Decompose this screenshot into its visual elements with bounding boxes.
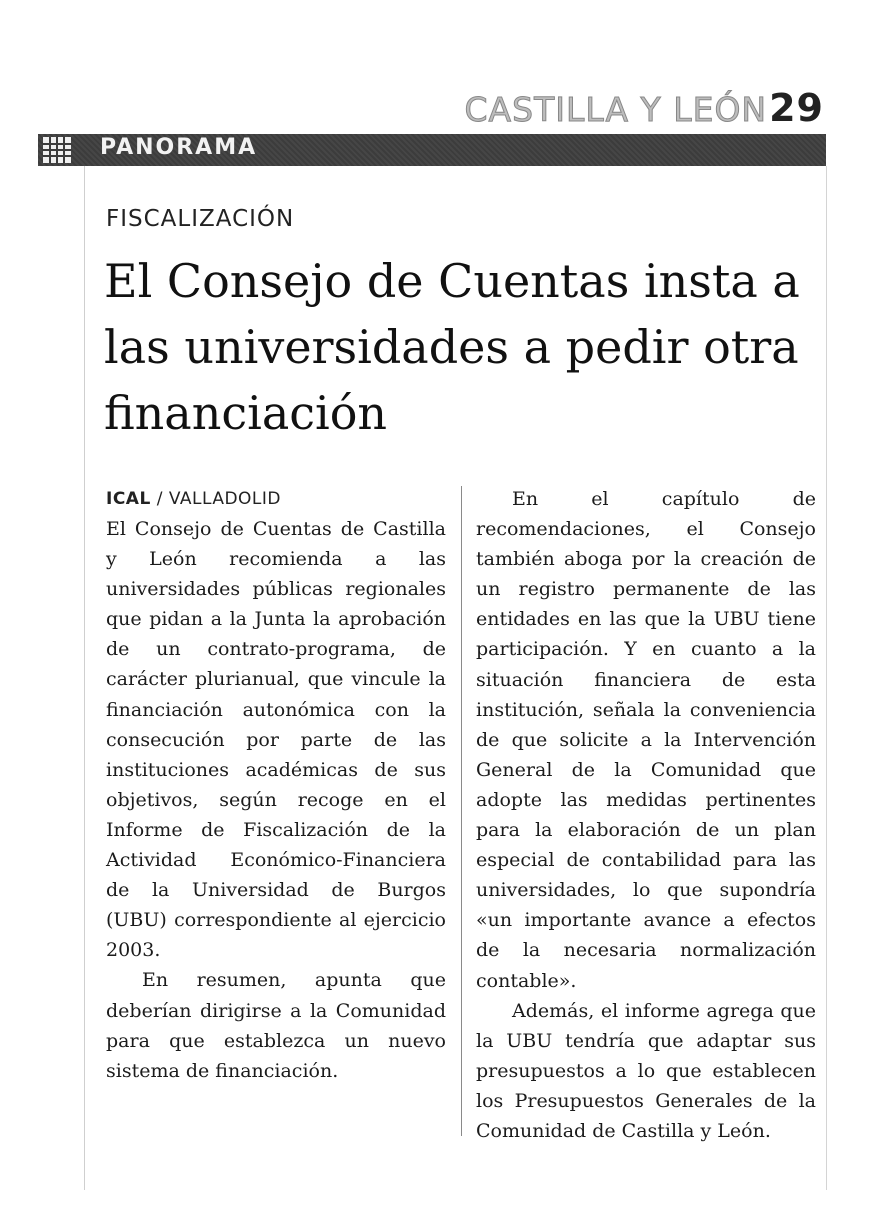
column-divider [461,486,462,1136]
left-rule [84,166,85,1190]
article-kicker: FISCALIZACIÓN [106,206,295,232]
article-paragraph: Además, el informe agrega que la UBU tendría que adaptar sus presupuestos a lo que establecen los Presupuestos Generales de la Comunidad de Castilla y León. [476,999,816,1142]
article-paragraph: El Consejo de Cuentas de Castilla y León recomienda a las universidades públicas regionales que pidan a la Junta la aprobación de un contrato-programa, de carácter plurianual, que vincule la financiación autonómica con la consecución por parte de las instituciones académicas de sus objetivos, según recoge en el Informe de Fiscalización de la Actividad Económico-Financiera de la Universidad de Burgos (UBU) correspondiente al ejercicio 2003. [106,518,446,962]
panorama-bar [38,134,826,166]
byline-agency: ICAL [106,489,151,509]
right-rule [826,166,827,1190]
panorama-label: PANORAMA [100,135,258,160]
byline-location: / VALLADOLID [150,489,282,509]
article-column-1 [106,484,446,1086]
article-headline: El Consejo de Cuentas insta a las universidades a pedir otra financiación [104,254,800,440]
section-title: CASTILLA Y LEÓN [464,90,768,129]
article-paragraph: En resumen, apunta que deberían dirigirse a la Comunidad para que establezca un nuevo sistema de financiación. [106,969,446,1082]
page-number: 29 [769,86,824,130]
article-paragraph: En el capítulo de recomendaciones, el Consejo también aboga por la creación de un registro permanente de las entidades en las que la UBU tiene participación. Y en cuanto a la situación financiera de esta institución, señala la conveniencia de que solicite a la Intervención General de la Comunidad que adopte las medidas pertinentes para la elaboración de un plan especial de contabilidad para las universidades, lo que supondría «un importante avance a efectos de la necesaria normalización contable». [476,488,816,992]
byline [106,484,446,514]
grid-icon [42,136,72,164]
section-header [465,86,824,130]
article-column-2 [476,484,816,1146]
